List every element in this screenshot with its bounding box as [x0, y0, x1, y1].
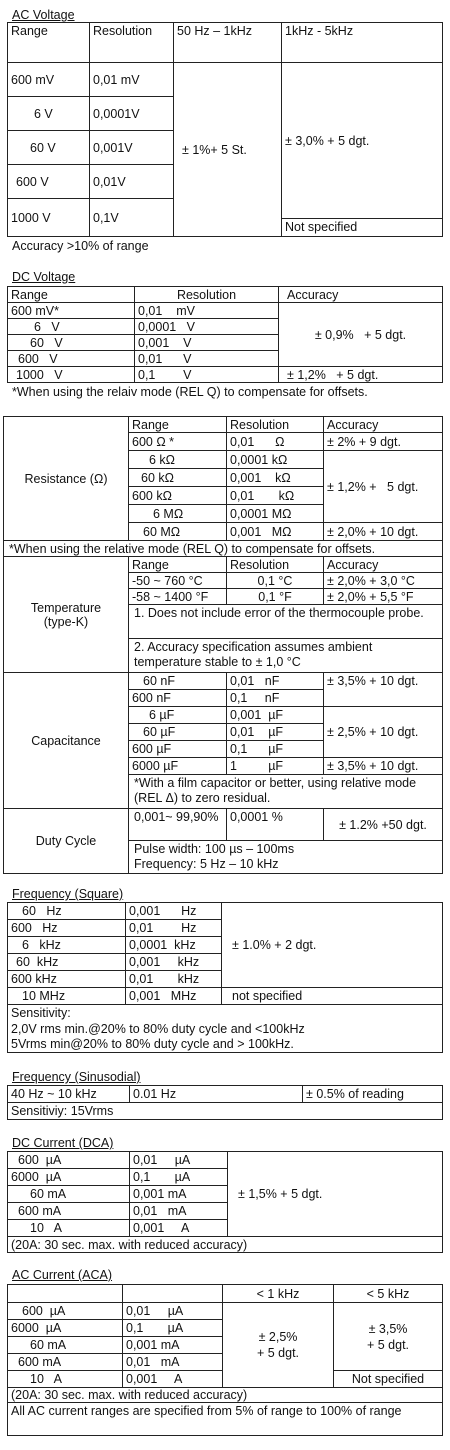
- accuracy-50hz: ± 1%+ 5 St.: [174, 63, 282, 236]
- accuracy-main: ± 1.0% + 2 dgt.: [222, 903, 442, 988]
- header-resolution: Resolution: [227, 557, 324, 573]
- ac-current-footnote: (20A: 30 sec. max. with reduced accuracy): [8, 1388, 442, 1403]
- resolution-cell: 0,01 Hz: [126, 920, 222, 937]
- resolution-cell: 0,01 µA: [130, 1152, 228, 1169]
- freq-square-title: Frequency (Square): [12, 887, 124, 901]
- resolution-cell: 0,01 µF: [227, 724, 324, 741]
- header-empty-range: [8, 1285, 123, 1303]
- header-accuracy: Accuracy: [324, 417, 442, 433]
- accuracy-cell: ± 3,5% + 10 dgt.: [324, 673, 442, 707]
- ac-voltage-footnote: Accuracy >10% of range: [12, 239, 149, 253]
- range-cell: -58 ~ 1400 °F: [129, 589, 227, 605]
- accuracy-5khz: [334, 1303, 442, 1371]
- range-cell: 60 µF: [129, 724, 227, 741]
- resistance-footnote: *When using the relative mode (REL Q) to compensate for offsets.: [4, 541, 442, 557]
- range-cell: 60 Hz: [8, 903, 126, 920]
- resolution-cell: 0,001 mA: [123, 1337, 223, 1354]
- range-cell: 600 V: [8, 351, 135, 367]
- resolution-cell: 0,001 mA: [130, 1186, 228, 1203]
- range-cell: 60 kHz: [8, 954, 126, 971]
- header-resolution: Resolution: [135, 287, 279, 303]
- range-cell: 600 Hz: [8, 920, 126, 937]
- resolution-cell: 0,1 nF: [227, 690, 324, 707]
- range-cell: 40 Hz ~ 10 kHz: [8, 1086, 130, 1103]
- resolution-cell: 0,01 mA: [130, 1203, 228, 1220]
- temperature-label-line2: (type-K): [43, 614, 89, 629]
- range-cell: 600 µA: [8, 1303, 123, 1320]
- dc-voltage-title: DC Voltage: [12, 270, 76, 284]
- resolution-cell: 0,1 µA: [130, 1169, 228, 1186]
- resolution-cell: 0,1V: [90, 199, 174, 236]
- range-cell: 6000 µF: [129, 758, 227, 775]
- resolution-cell: 0,01 nF: [227, 673, 324, 690]
- accuracy-cell: ± 2,0% + 5,5 °F: [324, 589, 442, 605]
- accuracy-1khz: [223, 1303, 334, 1388]
- header-range: Range: [8, 287, 135, 303]
- resolution-cell: 0,001 Hz: [126, 903, 222, 920]
- duty-cycle-notes: [129, 841, 442, 873]
- resolution-cell: 0,01V: [90, 165, 174, 199]
- range-cell: -50 ~ 760 °C: [129, 573, 227, 589]
- range-cell: 6000 µA: [8, 1169, 130, 1186]
- accuracy-5khz-dgt: + 5 dgt.: [366, 1337, 410, 1352]
- duty-cycle-accuracy: ± 1.2% +50 dgt.: [324, 809, 442, 841]
- resolution-cell: 0,0001 MΩ: [227, 505, 324, 523]
- resolution-cell: 0,001 V: [135, 335, 279, 351]
- resolution-cell: 0,0001 V: [135, 319, 279, 335]
- resolution-cell: 0,001 MHz: [126, 988, 222, 1005]
- accuracy-cell: ± 1,2% + 5 dgt.: [324, 451, 442, 523]
- accuracy-1khz-pct: ± 2,5%: [258, 1330, 298, 1344]
- resolution-cell: 0,1 µA: [123, 1320, 223, 1337]
- header-1khz: 1kHz - 5kHz: [282, 23, 442, 63]
- header-1khz: < 1 kHz: [223, 1285, 334, 1303]
- resolution-cell: 0,01 mV: [90, 63, 174, 97]
- header-accuracy: Accuracy: [324, 557, 442, 573]
- dc-current-title: DC Current (DCA): [12, 1136, 114, 1150]
- resolution-cell: 0,1 °C: [227, 573, 324, 589]
- resolution-cell: 0,0001V: [90, 97, 174, 131]
- resolution-cell: 0,001V: [90, 131, 174, 165]
- sensitivity-label: Sensitivity:: [11, 1006, 71, 1020]
- ac-current-table: [7, 1284, 443, 1436]
- resolution-cell: 0,01 µA: [123, 1303, 223, 1320]
- range-cell: 6 kHz: [8, 937, 126, 954]
- accuracy-cell: ± 2,0% + 10 dgt.: [324, 523, 442, 541]
- sensitivity-block: [8, 1005, 442, 1052]
- resolution-cell: 0,01 kΩ: [227, 487, 324, 505]
- range-cell: 60 V: [8, 131, 90, 165]
- resolution-cell: 0,001 MΩ: [227, 523, 324, 541]
- range-cell: 60 MΩ: [129, 523, 227, 541]
- resolution-cell: 0,001 µF: [227, 707, 324, 724]
- duty-cycle-resolution: 0,0001 %: [227, 809, 324, 841]
- accuracy-cell: ± 2,0% + 3,0 °C: [324, 573, 442, 589]
- resolution-cell: 1 µF: [227, 758, 324, 775]
- ac-current-range-note: All AC current ranges are specified from 5% of range to 100% of range: [11, 1404, 402, 1418]
- range-cell: 10 A: [8, 1371, 123, 1388]
- capacitance-label: Capacitance: [4, 673, 129, 809]
- range-cell: 10 A: [8, 1220, 130, 1237]
- accuracy-main: ± 0,9% + 5 dgt.: [279, 303, 442, 367]
- range-cell: 600 mA: [8, 1203, 130, 1220]
- range-cell: 6 kΩ: [129, 451, 227, 469]
- range-cell: 600 mA: [8, 1354, 123, 1371]
- duty-cycle-range: 0,001~ 99,90%: [129, 809, 227, 841]
- range-cell: 10 MHz: [8, 988, 126, 1005]
- resolution-cell: 0,0001 kΩ: [227, 451, 324, 469]
- duty-cycle-label: Duty Cycle: [4, 809, 129, 873]
- accuracy-cell: ± 3,5% + 10 dgt.: [324, 758, 442, 775]
- resistance-label: Resistance (Ω): [4, 417, 129, 541]
- dc-voltage-footnote: *When using the relaiv mode (REL Q) to compensate for offsets.: [12, 385, 368, 399]
- range-cell: 600 mV: [8, 63, 90, 97]
- resolution-cell: 0,01 V: [135, 351, 279, 367]
- header-accuracy: Accuracy: [279, 287, 442, 303]
- accuracy-1khz-dgt: + 5 dgt.: [256, 1346, 300, 1360]
- header-empty-resolution: [123, 1285, 223, 1303]
- range-cell: 60 mA: [8, 1337, 123, 1354]
- accuracy-last: not specified: [222, 988, 442, 1005]
- range-cell: 60 mA: [8, 1186, 130, 1203]
- range-cell: 600 µA: [8, 1152, 130, 1169]
- range-cell: 60 V: [8, 335, 135, 351]
- accuracy-cell: ± 2% + 9 dgt.: [324, 433, 442, 451]
- accuracy-5khz-pct: ± 3,5%: [368, 1321, 408, 1336]
- header-range: Range: [8, 23, 90, 63]
- ac-current-title: AC Current (ACA): [12, 1268, 113, 1282]
- header-50hz: 50 Hz – 1kHz: [174, 23, 282, 63]
- range-cell: 600 µF: [129, 741, 227, 758]
- temperature-label-line1: Temperature: [30, 600, 102, 615]
- resolution-cell: 0,1 °F: [227, 589, 324, 605]
- accuracy-1khz: ± 3,0% + 5 dgt.: [282, 63, 442, 219]
- accuracy-cell: ± 0.5% of reading: [303, 1086, 442, 1103]
- temperature-note-2: 2. Accuracy specification assumes ambient temperature stable to ± 1,0 °C: [129, 639, 442, 673]
- range-cell: 1000 V: [8, 199, 90, 236]
- measurements-table: [3, 416, 443, 874]
- range-cell: 6000 µA: [8, 1320, 123, 1337]
- duty-cycle-note-2: Frequency: 5 Hz – 10 kHz: [134, 857, 279, 871]
- header-resolution: Resolution: [227, 417, 324, 433]
- accuracy-cell: ± 2,5% + 10 dgt.: [324, 707, 442, 758]
- range-cell: 600 kHz: [8, 971, 126, 988]
- range-cell: 600 Ω *: [129, 433, 227, 451]
- header-resolution: Resolution: [90, 23, 174, 63]
- accuracy-cell: ± 1,5% + 5 dgt.: [228, 1152, 442, 1237]
- sensitivity: Sensitiviy: 15Vrms: [11, 1104, 114, 1118]
- sensitivity-line-2: 5Vrms min@20% to 80% duty cycle and > 100kHz.: [11, 1037, 294, 1051]
- freq-sin-table: [7, 1085, 443, 1120]
- capacitance-note: *With a film capacitor or better, using relative mode (REL Δ) to zero residual.: [129, 775, 442, 809]
- range-cell: 600 V: [8, 165, 90, 199]
- not-specified: Not specified: [285, 220, 358, 234]
- resolution-cell: 0,001 kΩ: [227, 469, 324, 487]
- header-range: Range: [129, 557, 227, 573]
- range-cell: 6 V: [8, 319, 135, 335]
- temperature-note-1: 1. Does not include error of the thermocouple probe.: [129, 605, 442, 639]
- range-cell: 600 kΩ: [129, 487, 227, 505]
- accuracy-last: ± 1,2% + 5 dgt.: [287, 367, 379, 382]
- duty-cycle-note-1: Pulse width: 100 µs – 100ms: [134, 842, 295, 856]
- ac-voltage-title: AC Voltage: [12, 8, 75, 22]
- resolution-cell: 0,01 mV: [135, 303, 279, 319]
- range-cell: 1000 V: [8, 367, 135, 382]
- sensitivity-line-1: 2,0V rms min.@20% to 80% duty cycle and <100kHz: [11, 1021, 305, 1036]
- ac-voltage-table: [7, 22, 443, 237]
- range-cell: 600 mV*: [8, 303, 135, 319]
- resolution-cell: 0,001 A: [130, 1220, 228, 1237]
- resolution-cell: 0,0001 kHz: [126, 937, 222, 954]
- range-cell: 600 nF: [129, 690, 227, 707]
- resolution-cell: 0.01 Hz: [130, 1086, 303, 1103]
- header-range: Range: [129, 417, 227, 433]
- not-specified: Not specified: [334, 1371, 442, 1388]
- range-cell: 60 kΩ: [129, 469, 227, 487]
- freq-sin-title: Frequency (Sinusodial): [12, 1070, 141, 1084]
- resolution-cell: 0,01 kHz: [126, 971, 222, 988]
- temperature-label: [4, 557, 129, 673]
- resolution-cell: 0,01 mA: [123, 1354, 223, 1371]
- resolution-cell: 0,001 kHz: [126, 954, 222, 971]
- range-cell: 6 MΩ: [129, 505, 227, 523]
- freq-square-table: [7, 902, 443, 1053]
- resolution-cell: 0,1 V: [135, 367, 279, 382]
- range-cell: 6 V: [8, 97, 90, 131]
- resolution-cell: 0,001 A: [123, 1371, 223, 1388]
- dc-current-table: [7, 1151, 443, 1253]
- range-cell: 6 µF: [129, 707, 227, 724]
- resolution-cell: 0,1 µF: [227, 741, 324, 758]
- range-cell: 60 nF: [129, 673, 227, 690]
- dc-current-footnote: (20A: 30 sec. max. with reduced accuracy): [11, 1237, 248, 1252]
- dc-voltage-table: [7, 286, 443, 383]
- resolution-cell: 0,01 Ω: [227, 433, 324, 451]
- header-5khz: < 5 kHz: [334, 1285, 442, 1303]
